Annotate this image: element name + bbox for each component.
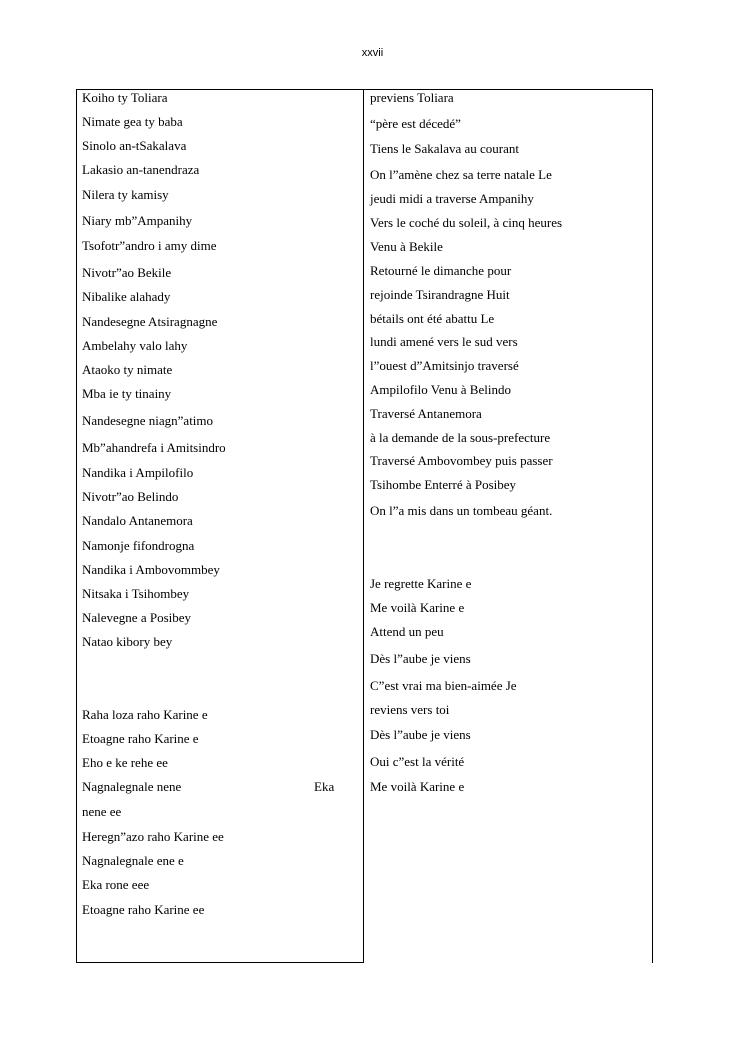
- right-line: Venu à Bekile: [370, 239, 443, 254]
- right-line: rejoinde Tsirandragne Huit: [370, 287, 510, 302]
- right-line: Dès l”aube je viens: [370, 651, 471, 666]
- left-line: Nandalo Antanemora: [82, 513, 193, 528]
- right-line: Tiens le Sakalava au courant: [370, 141, 519, 156]
- left-line: Nandesegne niagn”atimo: [82, 413, 214, 428]
- left-line: Mb”ahandrefa i Amitsindro: [82, 440, 226, 455]
- text-table: [76, 89, 653, 964]
- left-line: Ataoko ty nimate: [82, 362, 173, 377]
- right-line: Retourné le dimanche pour: [370, 263, 512, 278]
- right-line: Me voilà Karine e: [370, 779, 465, 794]
- right-line: “père est décedé”: [370, 116, 461, 131]
- left-line: Nivotr”ao Bekile: [82, 265, 172, 280]
- right-line: Je regrette Karine e: [370, 576, 472, 591]
- left-line: Raha loza raho Karine e: [82, 707, 208, 722]
- left-line-text: Nagnalegnale nene: [82, 779, 182, 794]
- right-line: Vers le coché du soleil, à cinq heures: [370, 215, 563, 230]
- right-line: Ampilofilo Venu à Belindo: [370, 382, 511, 397]
- right-line: bétails ont été abattu Le: [370, 311, 495, 326]
- left-line: Eho e ke rehe ee: [82, 755, 168, 770]
- right-line: Dès l”aube je viens: [370, 727, 471, 742]
- right-line: l”ouest d”Amitsinjo traversé: [370, 358, 519, 373]
- left-line: Tsofotr”andro i amy dime: [82, 238, 217, 253]
- right-line: On l”a mis dans un tombeau géant.: [370, 503, 553, 518]
- left-line: Namonje fifondrogna: [82, 538, 195, 553]
- left-line: Nagnalegnale ene e: [82, 853, 184, 868]
- right-line: On l”amène chez sa terre natale Le: [370, 167, 552, 182]
- right-line: Attend un peu: [370, 624, 444, 639]
- left-line: Mba ie ty tinainy: [82, 386, 172, 401]
- left-line: Nalevegne a Posibey: [82, 610, 192, 625]
- left-line: Nimate gea ty baba: [82, 114, 183, 129]
- right-line: Oui c”est la vérité: [370, 754, 465, 769]
- right-line: Traversé Antanemora: [370, 406, 482, 421]
- left-line: Sinolo an-tSakalava: [82, 138, 187, 153]
- left-line: Niary mb”Ampanihy: [82, 213, 193, 228]
- left-line: Eka rone eee: [82, 877, 150, 892]
- right-line: Traversé Ambovombey puis passer: [370, 453, 553, 468]
- left-line: nene ee: [82, 804, 122, 819]
- left-line-inline-extra: Eka: [314, 779, 335, 794]
- left-line: Nivotr”ao Belindo: [82, 489, 179, 504]
- left-line: Nandika i Ampilofilo: [82, 465, 194, 480]
- left-line: Etoagne raho Karine e: [82, 731, 199, 746]
- right-line: reviens vers toi: [370, 702, 450, 717]
- left-line: Heregn”azo raho Karine ee: [82, 829, 224, 844]
- left-line: Etoagne raho Karine ee: [82, 902, 205, 917]
- left-line: Ambelahy valo lahy: [82, 338, 188, 353]
- right-column-right-border: [652, 89, 653, 963]
- left-line: Nibalike alahady: [82, 289, 171, 304]
- right-line: jeudi midi a traverse Ampanihy: [370, 191, 534, 206]
- left-line: Lakasio an-tanendraza: [82, 162, 200, 177]
- right-line: lundi amené vers le sud vers: [370, 334, 518, 349]
- left-line: Nilera ty kamisy: [82, 187, 169, 202]
- left-line: [82, 779, 335, 795]
- left-line: Nandesegne Atsiragnagne: [82, 314, 218, 329]
- left-line: Natao kibory bey: [82, 634, 173, 649]
- page-number: xxvii: [361, 47, 384, 59]
- right-line: à la demande de la sous-prefecture: [370, 430, 551, 445]
- left-line: Koiho ty Toliara: [82, 90, 168, 105]
- right-line: C”est vrai ma bien-aimée Je: [370, 678, 517, 693]
- right-line: Tsihombe Enterré à Posibey: [370, 477, 517, 492]
- left-line: Nitsaka i Tsihombey: [82, 586, 190, 601]
- right-line: previens Toliara: [370, 90, 454, 105]
- right-line: Me voilà Karine e: [370, 600, 465, 615]
- left-line: Nandika i Ambovommbey: [82, 562, 220, 577]
